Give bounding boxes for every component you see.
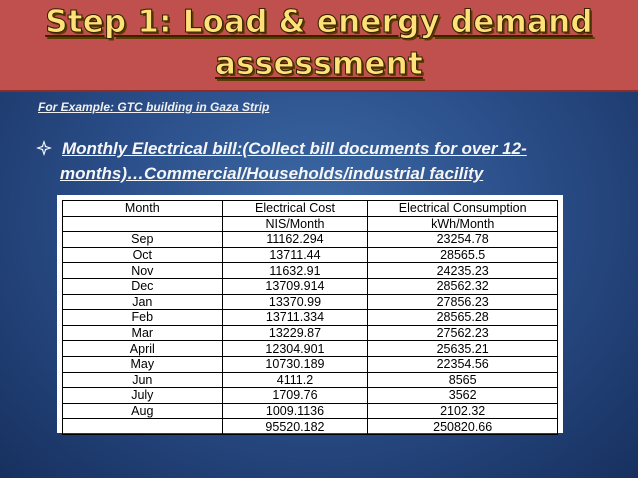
table-header-row <box>63 201 558 217</box>
bullet-text-line-1: Monthly Electrical bill:(Collect bill documents for over 12- <box>62 139 527 158</box>
table-row <box>63 403 558 419</box>
cell-cost: 1009.1136 <box>222 403 368 419</box>
slide-title-line-2: assessment <box>215 46 423 82</box>
cell-month: Oct <box>63 247 223 263</box>
cell-cost: 1709.76 <box>222 388 368 404</box>
cell-cost: 11162.294 <box>222 232 368 248</box>
table-row <box>63 263 558 279</box>
table-row <box>63 356 558 372</box>
total-cost: 95520.182 <box>222 419 368 435</box>
diamond-bullet-icon <box>36 140 52 156</box>
slide-title-line-1: Step 1: Load & energy demand <box>45 4 593 40</box>
header-electrical-consumption: Electrical Consumption <box>368 201 558 217</box>
cell-month: April <box>63 341 223 357</box>
total-consumption: 250820.66 <box>368 419 558 435</box>
table-row <box>63 341 558 357</box>
table-row <box>63 388 558 404</box>
cell-cost: 13370.99 <box>222 294 368 310</box>
cell-consumption: 25635.21 <box>368 341 558 357</box>
example-caption: For Example: GTC building in Gaza Strip <box>38 100 270 114</box>
cell-month: Dec <box>63 278 223 294</box>
table-row <box>63 278 558 294</box>
cell-month: July <box>63 388 223 404</box>
cell-cost: 11632.91 <box>222 263 368 279</box>
cell-month: Aug <box>63 403 223 419</box>
units-consumption: kWh/Month <box>368 216 558 232</box>
bill-table-container <box>57 195 563 433</box>
cell-cost: 13711.44 <box>222 247 368 263</box>
cell-month: Feb <box>63 310 223 326</box>
units-cost: NIS/Month <box>222 216 368 232</box>
cell-month: May <box>63 356 223 372</box>
header-month: Month <box>63 201 223 217</box>
table-units-row <box>63 216 558 232</box>
units-month <box>63 216 223 232</box>
cell-consumption: 27562.23 <box>368 325 558 341</box>
cell-cost: 13229.87 <box>222 325 368 341</box>
cell-consumption: 27856.23 <box>368 294 558 310</box>
cell-cost: 13709.914 <box>222 278 368 294</box>
table-row <box>63 294 558 310</box>
cell-month: Jan <box>63 294 223 310</box>
cell-cost: 4111.2 <box>222 372 368 388</box>
cell-month: Jun <box>63 372 223 388</box>
total-label <box>63 419 223 435</box>
cell-consumption: 28562.32 <box>368 278 558 294</box>
cell-cost: 10730.189 <box>222 356 368 372</box>
bullet-text <box>62 136 602 186</box>
table-row <box>63 232 558 248</box>
table-row <box>63 310 558 326</box>
table-row <box>63 325 558 341</box>
cell-consumption: 22354.56 <box>368 356 558 372</box>
title-banner <box>0 0 638 92</box>
cell-cost: 12304.901 <box>222 341 368 357</box>
bullet-text-line-2: months)…Commercial/Households/industrial facility <box>60 164 484 183</box>
cell-month: Nov <box>63 263 223 279</box>
cell-cost: 13711.334 <box>222 310 368 326</box>
cell-consumption: 2102.32 <box>368 403 558 419</box>
electric-bill-table <box>62 200 558 435</box>
cell-consumption: 8565 <box>368 372 558 388</box>
cell-consumption: 28565.28 <box>368 310 558 326</box>
header-electrical-cost: Electrical Cost <box>222 201 368 217</box>
cell-month: Sep <box>63 232 223 248</box>
table-total-row <box>63 419 558 435</box>
cell-consumption: 24235.23 <box>368 263 558 279</box>
table-row <box>63 372 558 388</box>
cell-consumption: 23254.78 <box>368 232 558 248</box>
cell-consumption: 3562 <box>368 388 558 404</box>
cell-consumption: 28565.5 <box>368 247 558 263</box>
cell-month: Mar <box>63 325 223 341</box>
table-row <box>63 247 558 263</box>
